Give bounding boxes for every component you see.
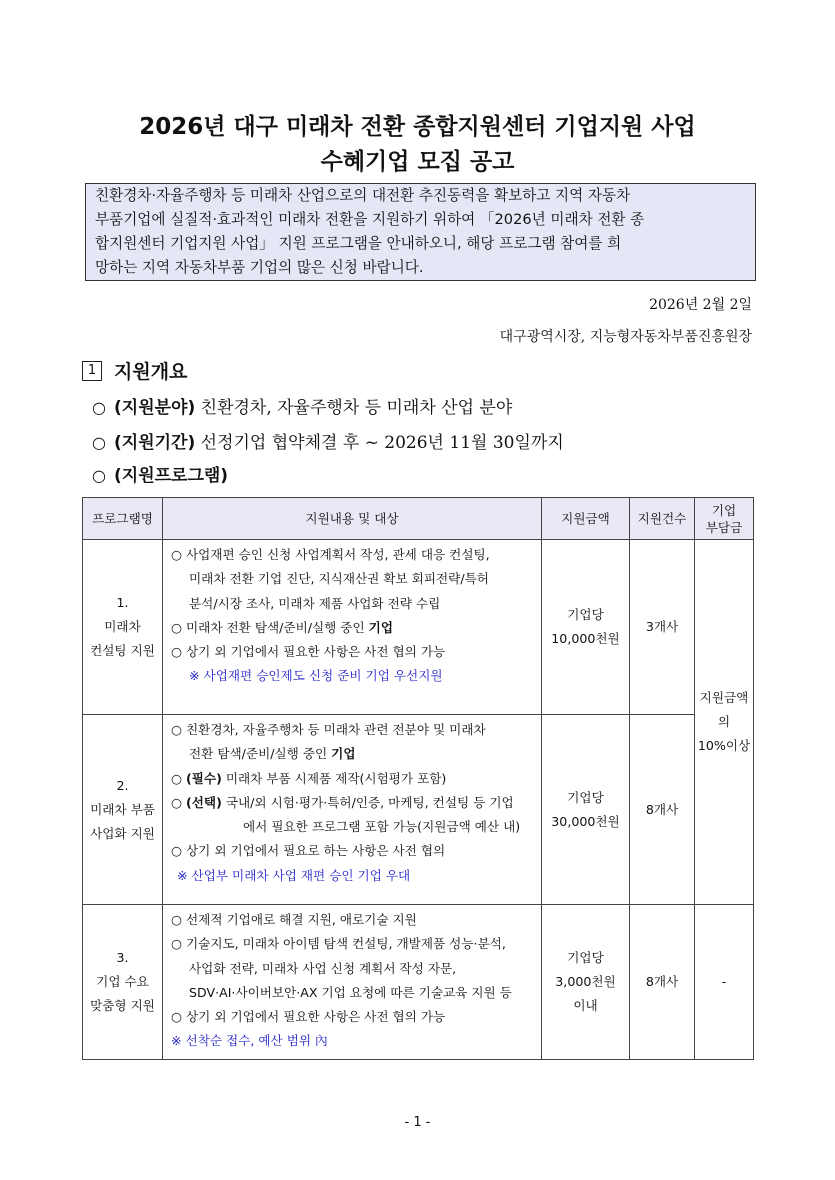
table-row: [83, 905, 754, 1060]
header-content: 지원내용 및 대상: [163, 498, 542, 540]
table-row: [83, 540, 754, 715]
program-content-cell: ○ 선제적 기업애로 해결 지원, 애로기술 지원 ○ 기술지도, 미래차 아이템 탐색 컨설팅, 개발제품 성능·분석, 사업화 전략, 미래차 사업 신청 계획서 작성 자문, SDV·AI·사이버보안·AX 기업 요청에 따른 기술교육 지원 등 ○ 상기 외 기업에서 필요한 사항은 사전 협의 가능 ※ 선착순 접수, 예산 범위 內: [163, 905, 542, 1060]
amount-cell: 기업당 30,000천원: [542, 715, 630, 905]
burden-cell: 지원금액 의 10%이상: [695, 540, 754, 905]
program-name-cell: 3. 기업 수요 맞춤형 지원: [83, 905, 163, 1060]
bullet-label: (지원분야): [114, 398, 196, 418]
bullet-label: (지원기간): [114, 433, 196, 453]
note-text: ※ 사업재편 승인제도 신청 준비 기업 우선지원: [189, 668, 443, 684]
bullet-field: [92, 393, 512, 418]
page-number: - 1 -: [404, 1115, 431, 1130]
header-burden: 기업 부담금: [695, 498, 754, 540]
note-text: ※ 선착순 접수, 예산 범위 內: [171, 1033, 328, 1049]
bullet-value: 선정기업 협약체결 후 ~ 2026년 11월 30일까지: [200, 433, 564, 453]
intro-box: [85, 183, 756, 281]
program-name-cell: 1. 미래차 컨설팅 지원: [83, 540, 163, 715]
bullet-symbol: ○: [92, 466, 106, 485]
header-count: 지원건수: [630, 498, 695, 540]
burden-cell: -: [695, 905, 754, 1060]
intro-line: 합지원센터 기업지원 사업」 지원 프로그램을 안내하오니, 해당 프로그램 참여를 희: [95, 235, 622, 252]
bullet-program: [92, 461, 228, 486]
section-title: 지원개요: [114, 361, 188, 383]
program-content-cell: ○ 사업재편 승인 신청 사업계획서 작성, 관세 대응 컨설팅, 미래차 전환 기업 진단, 지식재산권 확보 회피전략/특허 분석/시장 조사, 미래차 제품 사업화 전략 수립 ○ 미래차 전환 탐색/준비/실행 중인 기업 ○ 상기 외 기업에서 필요한 사항은 사전 협의 가능 ※ 사업재편 승인제도 신청 준비 기업 우선지원: [163, 540, 542, 715]
bullet-label: (지원프로그램): [114, 466, 229, 486]
header-program-name: 프로그램명: [83, 498, 163, 540]
count-cell: 8개사: [630, 905, 695, 1060]
note-text: ※ 산업부 미래차 사업 재편 승인 기업 우대: [177, 867, 411, 883]
program-name-cell: 2. 미래차 부품 사업화 지원: [83, 715, 163, 905]
program-content-cell: ○ 친환경차, 자율주행차 등 미래차 관련 전분야 및 미래차 전환 탐색/준비/실행 중인 기업 ○ (필수) 미래차 부품 시제품 제작(시험평가 포함) ○ (선택) 국내/외 시험·평가·특허/인증, 마케팅, 컨설팅 등 기업 에서 필요한 프로그램 포함 가능(지원금액 예산 내) ○ 상기 외 기업에서 필요로 하는 사항은 사전 협의 ※ 산업부 미래차 사업 재편 승인 기업 우대: [163, 715, 542, 905]
bullet-value: 친환경차, 자율주행차 등 미래차 산업 분야: [200, 398, 513, 418]
announcement-date: 2026년 2월 2일: [649, 297, 752, 313]
intro-line: 망하는 지역 자동차부품 기업의 많은 신청 바랍니다.: [95, 259, 424, 276]
signatories: 대구광역시장, 지능형자동차부품진흥원장: [499, 329, 752, 345]
program-table: [82, 497, 754, 1060]
intro-line: 부품기업에 실질적·효과적인 미래차 전환을 지원하기 위하여 「2026년 미래차 전환 종: [95, 211, 645, 228]
page-subtitle: 수혜기업 모집 공고: [320, 149, 515, 175]
intro-line: 친환경차·자율주행차 등 미래차 산업으로의 대전환 추진동력을 확보하고 지역 자동차: [95, 187, 631, 204]
header-amount: 지원금액: [542, 498, 630, 540]
table-header-row: [83, 498, 754, 540]
bullet-symbol: ○: [92, 398, 106, 417]
page-title: 2026년 대구 미래차 전환 종합지원센터 기업지원 사업: [139, 114, 696, 140]
bullet-period: [92, 428, 564, 453]
bullet-symbol: ○: [92, 433, 106, 452]
table-row: [83, 715, 754, 905]
amount-cell: 기업당 10,000천원: [542, 540, 630, 715]
section-number: 1: [82, 361, 102, 381]
section-heading: [82, 357, 187, 384]
count-cell: 3개사: [630, 540, 695, 715]
amount-cell: 기업당 3,000천원 이내: [542, 905, 630, 1060]
count-cell: 8개사: [630, 715, 695, 905]
